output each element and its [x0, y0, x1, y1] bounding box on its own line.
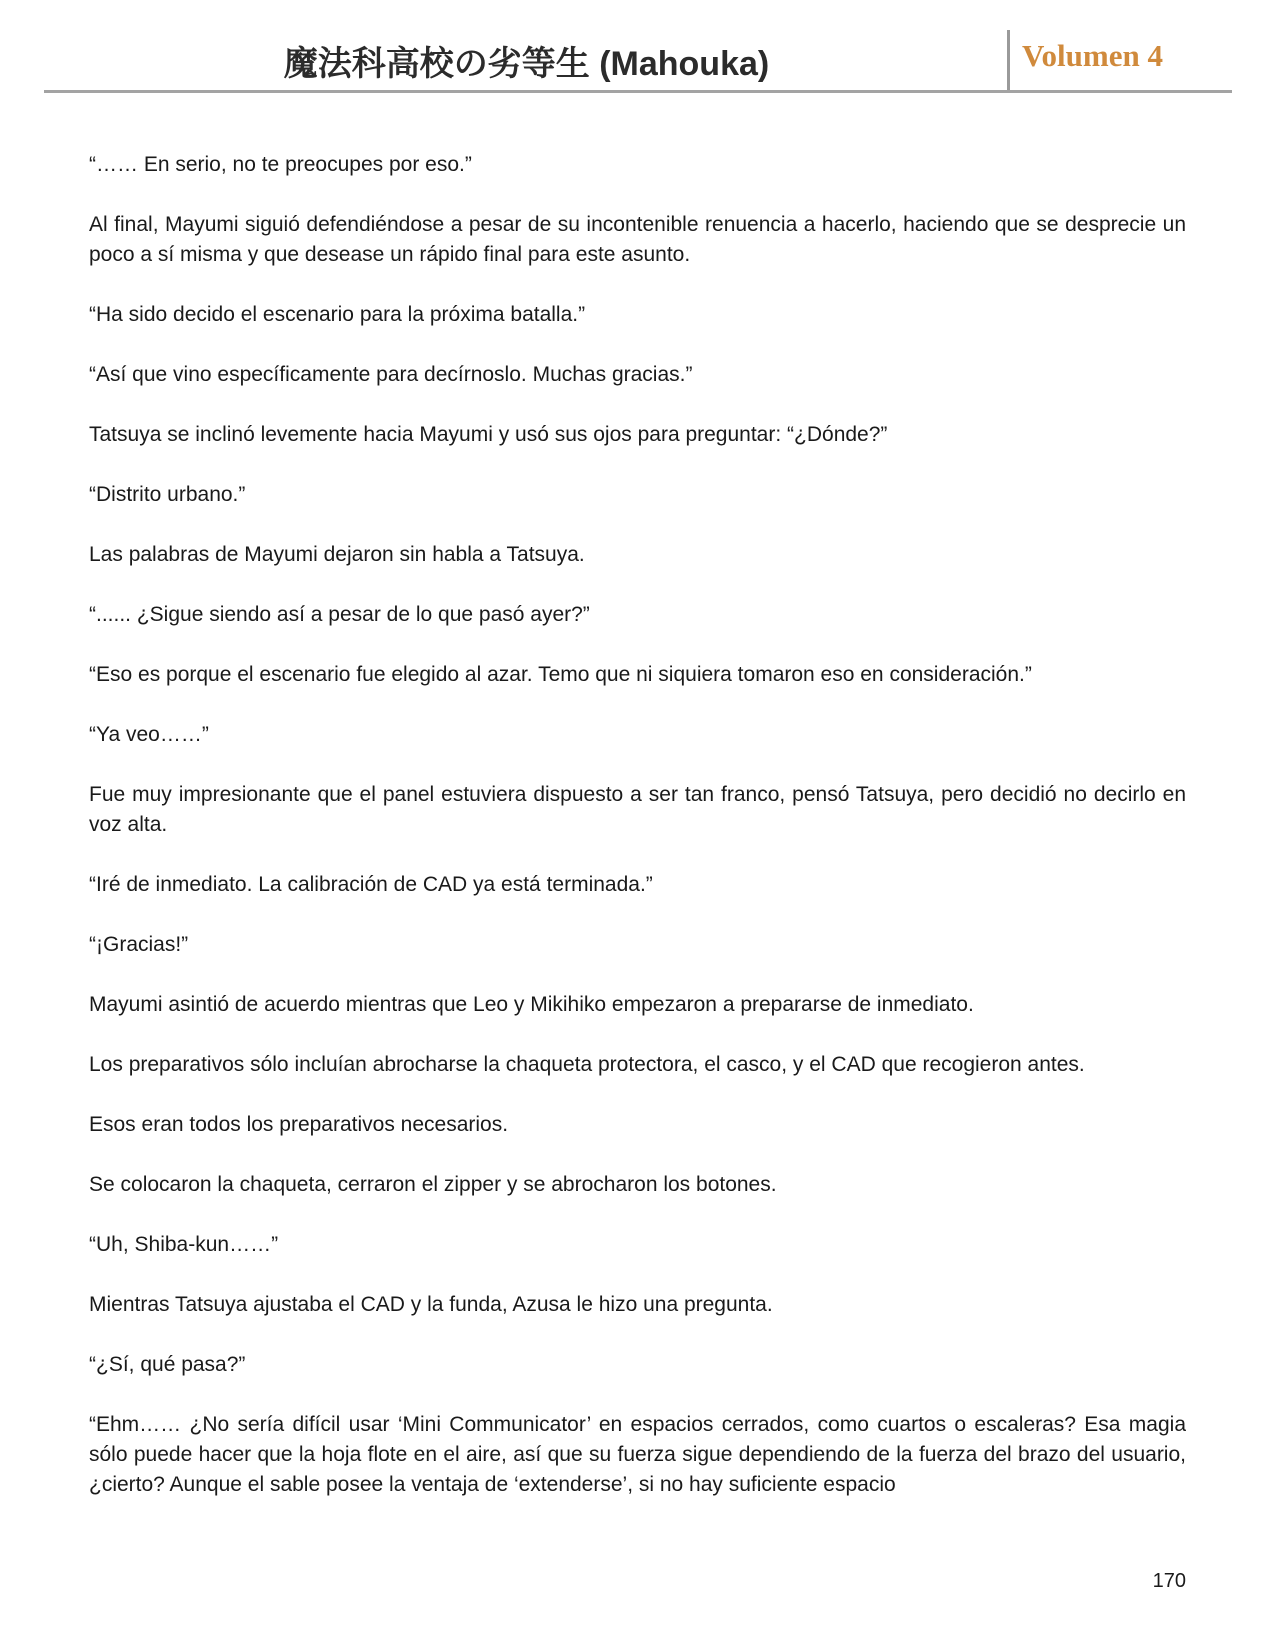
- page-body: [89, 150, 1186, 1535]
- paragraph: “Distrito urbano.”: [89, 483, 246, 506]
- paragraph: “…… En serio, no te preocupes por eso.”: [89, 153, 472, 176]
- page-header: [44, 26, 1232, 92]
- paragraph: “¡Gracias!”: [89, 933, 189, 956]
- paragraph: “Uh, Shiba-kun……”: [89, 1233, 279, 1256]
- header-rule: [44, 90, 1232, 93]
- book-title: 魔法科高校の劣等生 (Mahouka): [283, 45, 770, 83]
- paragraph: “Iré de inmediato. La calibración de CAD ya está terminada.”: [89, 873, 653, 896]
- paragraph: Mayumi asintió de acuerdo mientras que Leo y Mikihiko empezaron a prepararse de inmediato.: [89, 993, 974, 1016]
- paragraph: Esos eran todos los preparativos necesarios.: [89, 1113, 509, 1136]
- paragraph: Mientras Tatsuya ajustaba el CAD y la funda, Azusa le hizo una pregunta.: [89, 1293, 773, 1316]
- page-number: 170: [1152, 1570, 1186, 1592]
- header-divider: [1007, 30, 1010, 92]
- paragraph: “¿Sí, qué pasa?”: [89, 1353, 246, 1376]
- paragraph: Fue muy impresionante que el panel estuviera dispuesto a ser tan franco, pensó Tatsuya, pero decidió no decirlo en voz alta.: [89, 783, 1186, 836]
- paragraph: Tatsuya se inclinó levemente hacia Mayumi y usó sus ojos para preguntar: “¿Dónde?”: [89, 423, 888, 446]
- paragraph: Al final, Mayumi siguió defendiéndose a pesar de su incontenible renuencia a hacerlo, haciendo que se desprecie un poco a sí misma y que desease un rápido final para este asunto.: [89, 213, 1186, 266]
- paragraph: Se colocaron la chaqueta, cerraron el zipper y se abrocharon los botones.: [89, 1173, 777, 1196]
- paragraph: Las palabras de Mayumi dejaron sin habla a Tatsuya.: [89, 543, 585, 566]
- volume-label: Volumen 4: [1022, 38, 1163, 73]
- paragraph: “Ha sido decido el escenario para la próxima batalla.”: [89, 303, 586, 326]
- paragraph: Los preparativos sólo incluían abrocharse la chaqueta protectora, el casco, y el CAD que recogieron antes.: [89, 1053, 1085, 1076]
- paragraph: “Eso es porque el escenario fue elegido al azar. Temo que ni siquiera tomaron eso en consideración.”: [89, 663, 1032, 686]
- paragraph: “Ya veo……”: [89, 723, 209, 746]
- paragraph: “Así que vino específicamente para decírnoslo. Muchas gracias.”: [89, 363, 693, 386]
- paragraph: “Ehm…… ¿No sería difícil usar ‘Mini Communicator’ en espacios cerrados, como cuartos o escaleras? Esa magia sólo puede hacer que la hoja flote en el aire, así que su fuerza sigue dependiendo de la fuerza del brazo del usuario, ¿cierto? Aunque el sable posee la ventaja de ‘extenderse’, si no hay suficiente espacio: [89, 1413, 1186, 1496]
- paragraph: “...... ¿Sigue siendo así a pesar de lo que pasó ayer?”: [89, 603, 590, 626]
